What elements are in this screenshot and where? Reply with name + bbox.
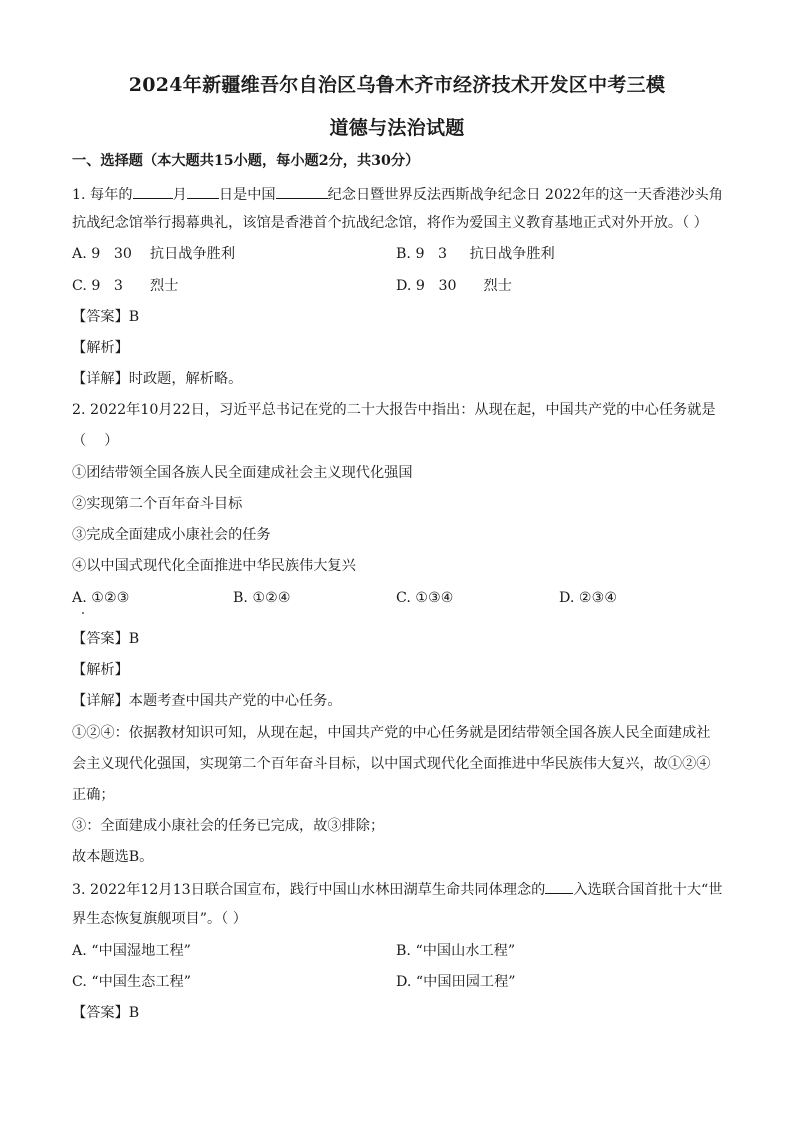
q3-stem-line1	[72, 880, 722, 899]
q3-blank	[545, 880, 573, 894]
q2-option-b: B. ①②④	[233, 590, 291, 606]
q1-blank-name	[276, 185, 328, 199]
q2-stem-line1: 2. 2022年10月22日，习近平总书记在党的二十大报告中指出：从现在起，中国共产党的中心任务就是	[72, 402, 716, 418]
q2-conclusion: 故本题选B。	[72, 849, 154, 865]
q3-text-part1: 3. 2022年12月13日联合国宣布，践行中国山水林田湖草生命共同体理念的	[72, 882, 546, 898]
q2-item-1: ①团结带领全国各族人民全面建成社会主义现代化强国	[72, 465, 413, 481]
q2-item-2: ②实现第二个百年奋斗目标	[72, 496, 243, 512]
q2-explanation-line2: 会主义现代化强国，实现第二个百年奋斗目标，以中国式现代化全面推进中华民族伟大复兴，故①②④	[72, 756, 711, 772]
q1-option-b: B. 9 3 抗日战争胜利	[396, 246, 555, 262]
q3-option-a: A. “中国湿地工程”	[72, 943, 191, 959]
q1-text-part1: 每年的	[90, 187, 133, 203]
q2-option-a: A. ①②③	[72, 590, 130, 606]
q1-blank-day	[187, 185, 219, 199]
document-subtitle: 道德与法治试题	[329, 117, 465, 139]
q1-stem-line2: 抗战纪念馆举行揭幕典礼，该馆是香港首个抗战纪念馆，将作为爱国主义教育基地正式对外开放。（ ）	[72, 215, 708, 231]
q2-detail: 【详解】本题考查中国共产党的中心任务。	[72, 693, 342, 709]
q3-text-part2: 入选联合国首批十大“世	[573, 882, 723, 898]
q2-item-3: ③完成全面建成小康社会的任务	[72, 527, 271, 543]
q1-analysis-label: 【解析】	[72, 340, 129, 356]
q2-item-4: ④以中国式现代化全面推进中华民族伟大复兴	[72, 558, 356, 574]
q2-explanation-line4: ③：全面建成小康社会的任务已完成，故③排除；	[72, 818, 385, 834]
q2-analysis-label: 【解析】	[72, 662, 129, 678]
q1-detail: 【详解】时政题，解析略。	[72, 371, 243, 387]
q2-stem-line2: （ ）	[72, 433, 119, 449]
q1-option-c: C. 9 3 烈士	[72, 278, 179, 294]
q1-stem-line1	[72, 185, 723, 204]
q3-option-d: D. “中国田园工程”	[396, 974, 516, 990]
q2-explanation-line1: ①②④：依据教材知识可知，从现在起，中国共产党的中心任务就是团结带领全国各族人民全面建成社	[72, 725, 711, 741]
q2-answer: 【答案】B	[72, 631, 140, 647]
q2-option-d: D. ②③④	[559, 590, 618, 606]
q3-option-c: C. “中国生态工程”	[72, 974, 192, 990]
document-title: 2024年新疆维吾尔自治区乌鲁木齐市经济技术开发区中考三模	[128, 74, 666, 96]
q1-number: 1.	[72, 187, 91, 203]
q3-option-b: B. “中国山水工程”	[396, 943, 516, 959]
q2-option-c: C. ①③④	[396, 590, 454, 606]
q2-explanation-line3: 正确；	[72, 787, 115, 803]
section-heading: 一、选择题（本大题共15小题，每小题2分，共30分）	[72, 153, 420, 169]
q1-blank-month	[133, 185, 173, 199]
q1-option-a: A. 9 30 抗日战争胜利	[72, 246, 236, 262]
stray-dot-mark	[82, 612, 84, 614]
q1-text-part2: 月	[172, 187, 187, 203]
q1-option-d: D. 9 30 烈士	[396, 278, 512, 294]
q1-answer: 【答案】B	[72, 309, 140, 325]
q1-text-part4: 纪念日暨世界反法西斯战争纪念日 2022年的这一天香港沙头角	[327, 187, 723, 203]
q1-text-part3: 日是中国	[218, 187, 276, 203]
q3-answer: 【答案】B	[72, 1005, 140, 1021]
q3-stem-line2: 界生态恢复旗舰项目”。（ ）	[72, 911, 247, 927]
